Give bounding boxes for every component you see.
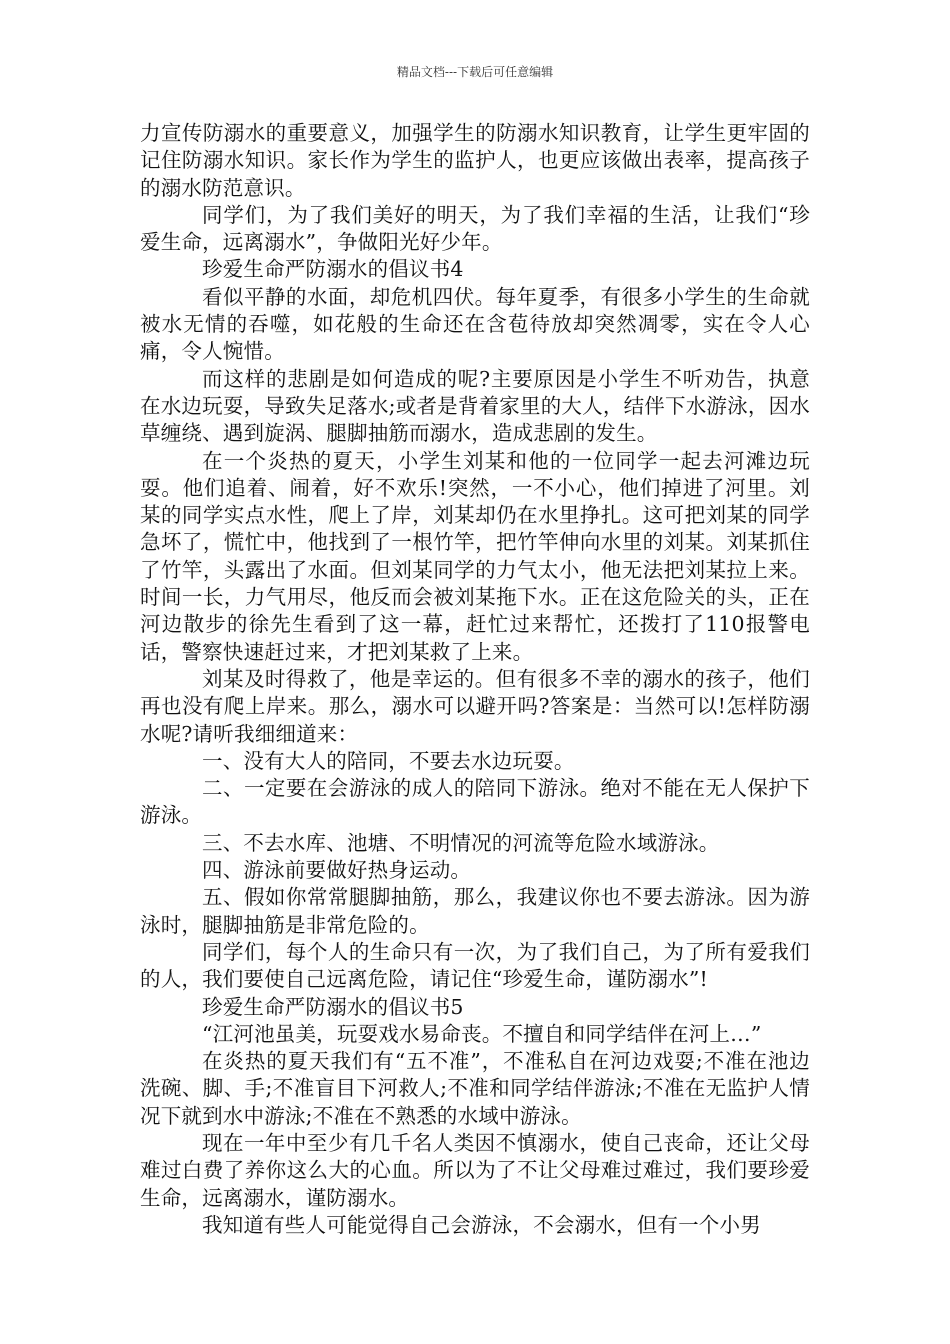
- paragraph: 力宣传防溺水的重要意义，加强学生的防溺水知识教育，让学生更牢固的记住防溺水知识。家长作为学生的监护人，也更应该做出表率，提高孩子的溺水防范意识。: [140, 121, 810, 200]
- section-title: 珍爱生命严防溺水的倡议书5: [202, 994, 464, 1019]
- document-body: [140, 120, 810, 1239]
- list-item: 二、一定要在会游泳的成人的陪同下游泳。绝对不能在无人保护下游泳。: [140, 776, 810, 828]
- section-title: 珍爱生命严防溺水的倡议书4: [202, 257, 464, 282]
- paragraph: 我知道有些人可能觉得自己会游泳，不会溺水，但有一个小男: [202, 1212, 761, 1237]
- paragraph: 在一个炎热的夏天，小学生刘某和他的一位同学一起去河滩边玩耍。他们追着、闹着，好不欢乐!突然，一不小心，他们掉进了河里。刘某的同学实点水性，爬上了岸，刘某却仍在水里挣扎。这可把刘某的同学急坏了，慌忙中，他找到了一根竹竿，把竹竿伸向水里的刘某。刘某抓住了竹竿，头露出了水面。但刘某同学的力气太小，他无法把刘某拉上来。时间一长，力气用尽，他反而会被刘某拖下水。正在这危险关的头，正在河边散步的徐先生看到了这一幕，赶忙过来帮忙，还拨打了110报警电话，警察快速赶过来，才把刘某救了上来。: [140, 448, 810, 664]
- list-item: 五、假如你常常腿脚抽筋，那么，我建议你也不要去游泳。因为游泳时，腿脚抽筋是非常危险的。: [140, 885, 810, 937]
- list-item: 一、没有大人的陪同，不要去水边玩耍。: [202, 748, 575, 773]
- paragraph: 现在一年中至少有几千名人类因不慎溺水，使自己丧命，还让父母难过白费了养你这么大的心血。所以为了不让父母难过难过，我们要珍爱生命，远离溺水，谨防溺水。: [140, 1130, 810, 1210]
- paragraph: 在炎热的夏天我们有“五不准”，不准私自在河边戏耍;不准在池边洗碗、脚、手;不准盲目下河救人;不准和同学结伴游泳;不准在无监护人情况下就到水中游泳;不准在不熟悉的水域中游泳。: [140, 1049, 810, 1128]
- quote: “江河池虽美，玩耍戏水易命丧。不擅自和同学结伴在河上…”: [202, 1021, 762, 1046]
- page-header: 精品文档---下载后可任意编辑: [396, 65, 554, 79]
- paragraph: 看似平静的水面，却危机四伏。每年夏季，有很多小学生的生命就被水无情的吞噬，如花般的生命还在含苞待放却突然凋零，实在令人心痛，令人惋惜。: [140, 284, 810, 364]
- list-item: 四、游泳前要做好热身运动。: [202, 858, 472, 883]
- paragraph: 刘某及时得救了，他是幸运的。但有很多不幸的溺水的孩子，他们再也没有爬上岸来。那么，溺水可以避开吗?答案是：当然可以!怎样防溺水呢?请听我细细道来：: [140, 666, 810, 746]
- list-item: 三、不去水库、池塘、不明情况的河流等危险水域游泳。: [202, 830, 720, 855]
- paragraph: 同学们，每个人的生命只有一次，为了我们自己，为了所有爱我们的人，我们要使自己远离危险，请记住“珍爱生命，谨防溺水”!: [140, 939, 810, 992]
- paragraph: 而这样的悲剧是如何造成的呢?主要原因是小学生不听劝告，执意在水边玩耍，导致失足落水;或者是背着家里的大人，结伴下水游泳，因水草缠绕、遇到旋涡、腿脚抽筋而溺水，造成悲剧的发生。: [140, 366, 810, 446]
- paragraph: 同学们，为了我们美好的明天，为了我们幸福的生活，让我们“珍爱生命，远离溺水”，争做阳光好少年。: [140, 202, 810, 255]
